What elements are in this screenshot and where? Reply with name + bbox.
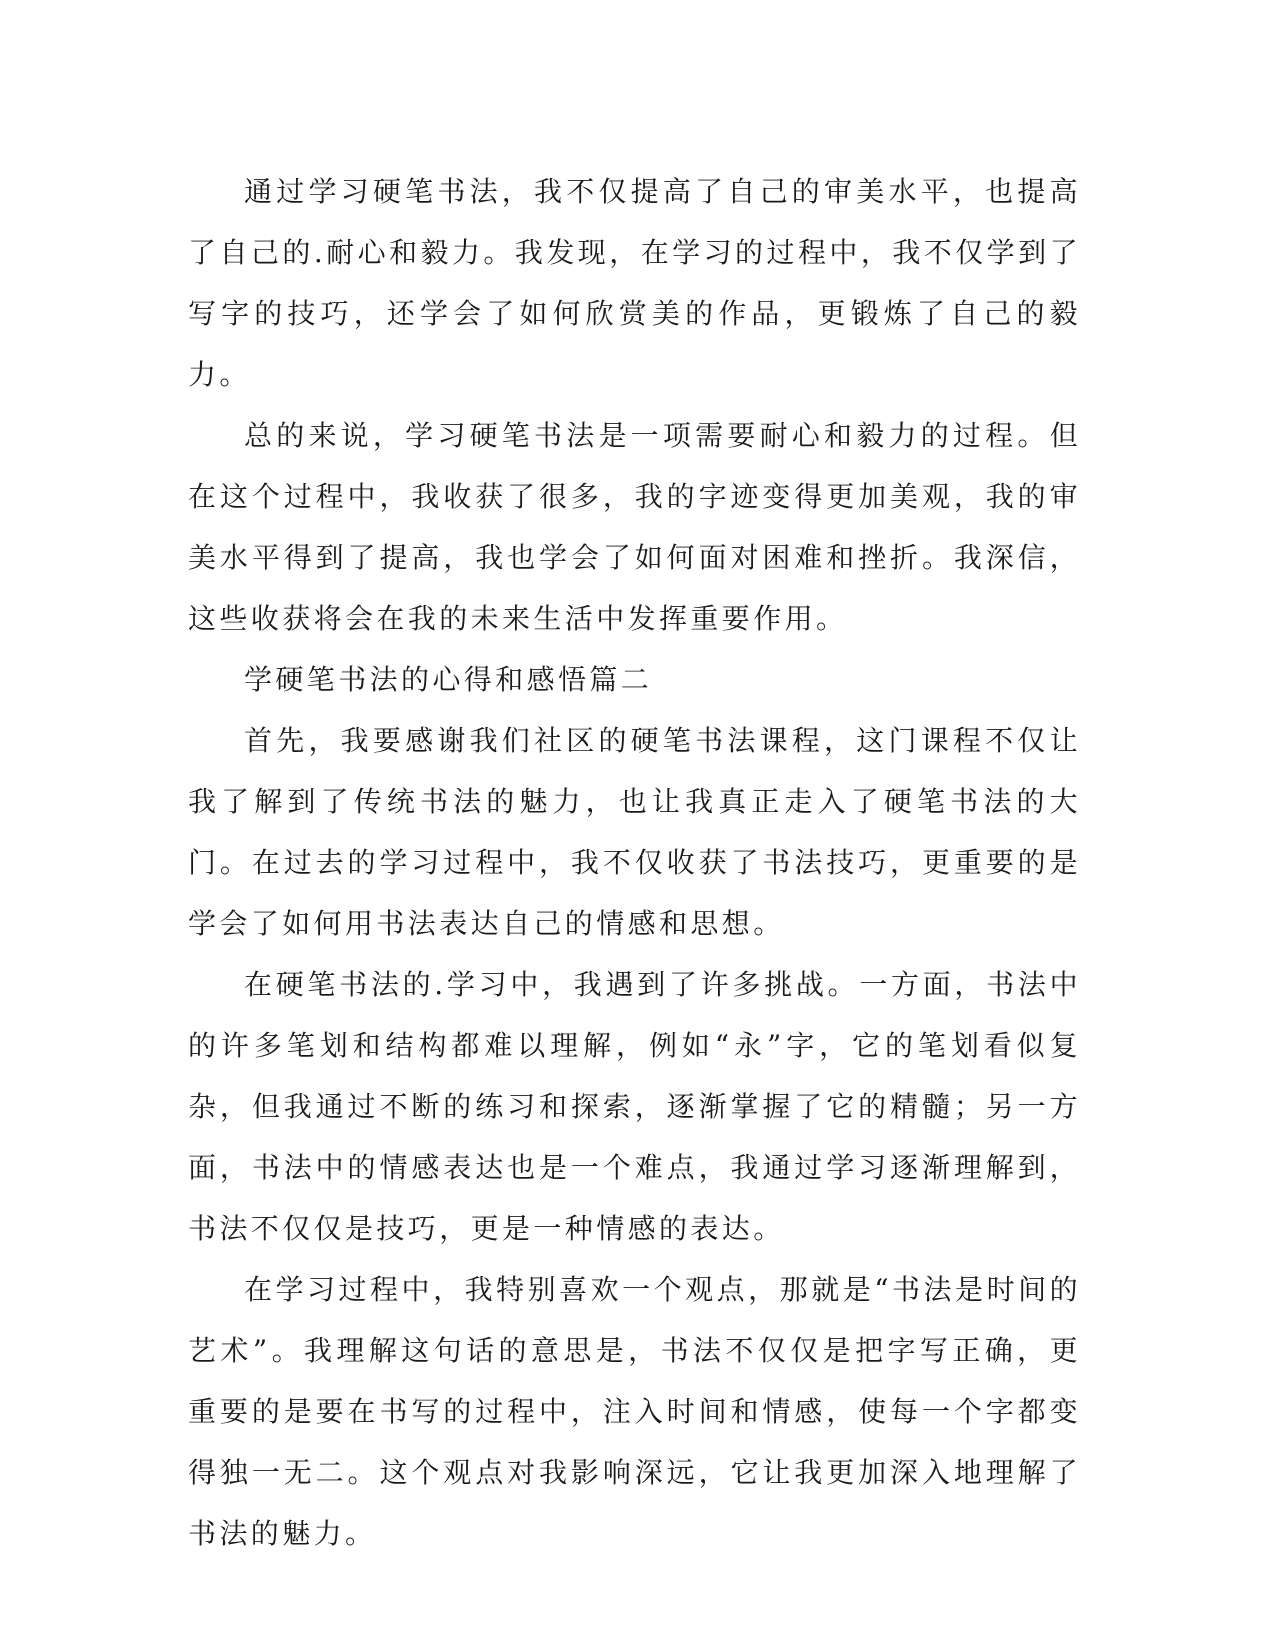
paragraph-5: 在学习过程中，我特别喜欢一个观点，那就是“书法是时间的艺术”。我理解这句话的意思是，书法不仅仅是把字写正确，更重要的是要在书写的过程中，注入时间和情感，使每一个字都变得独一无二。这个观点对我影响深远，它让我更加深入地理解了书法的魅力。 [188, 1273, 1081, 1550]
section-heading: 学硬笔书法的心得和感悟篇二 [244, 663, 653, 696]
document-body [188, 161, 1081, 1564]
paragraph-2: 总的来说，学习硬笔书法是一项需要耐心和毅力的过程。但在这个过程中，我收获了很多，我的字迹变得更加美观，我的审美水平得到了提高，我也学会了如何面对困难和挫折。我深信，这些收获将会在我的未来生活中发挥重要作用。 [188, 419, 1081, 635]
paragraph-3: 首先，我要感谢我们社区的硬笔书法课程，这门课程不仅让我了解到了传统书法的魅力，也让我真正走入了硬笔书法的大门。在过去的学习过程中，我不仅收获了书法技巧，更重要的是学会了如何用书法表达自己的情感和思想。 [188, 724, 1081, 940]
paragraph-1: 通过学习硬笔书法，我不仅提高了自己的审美水平，也提高了自己的.耐心和毅力。我发现，在学习的过程中，我不仅学到了写字的技巧，还学会了如何欣赏美的作品，更锻炼了自己的毅力。 [188, 175, 1081, 391]
paragraph-4: 在硬笔书法的.学习中，我遇到了许多挑战。一方面，书法中的许多笔划和结构都难以理解，例如“永”字，它的笔划看似复杂，但我通过不断的练习和探索，逐渐掌握了它的精髓；另一方面，书法中的情感表达也是一个难点，我通过学习逐渐理解到，书法不仅仅是技巧，更是一种情感的表达。 [188, 968, 1081, 1245]
